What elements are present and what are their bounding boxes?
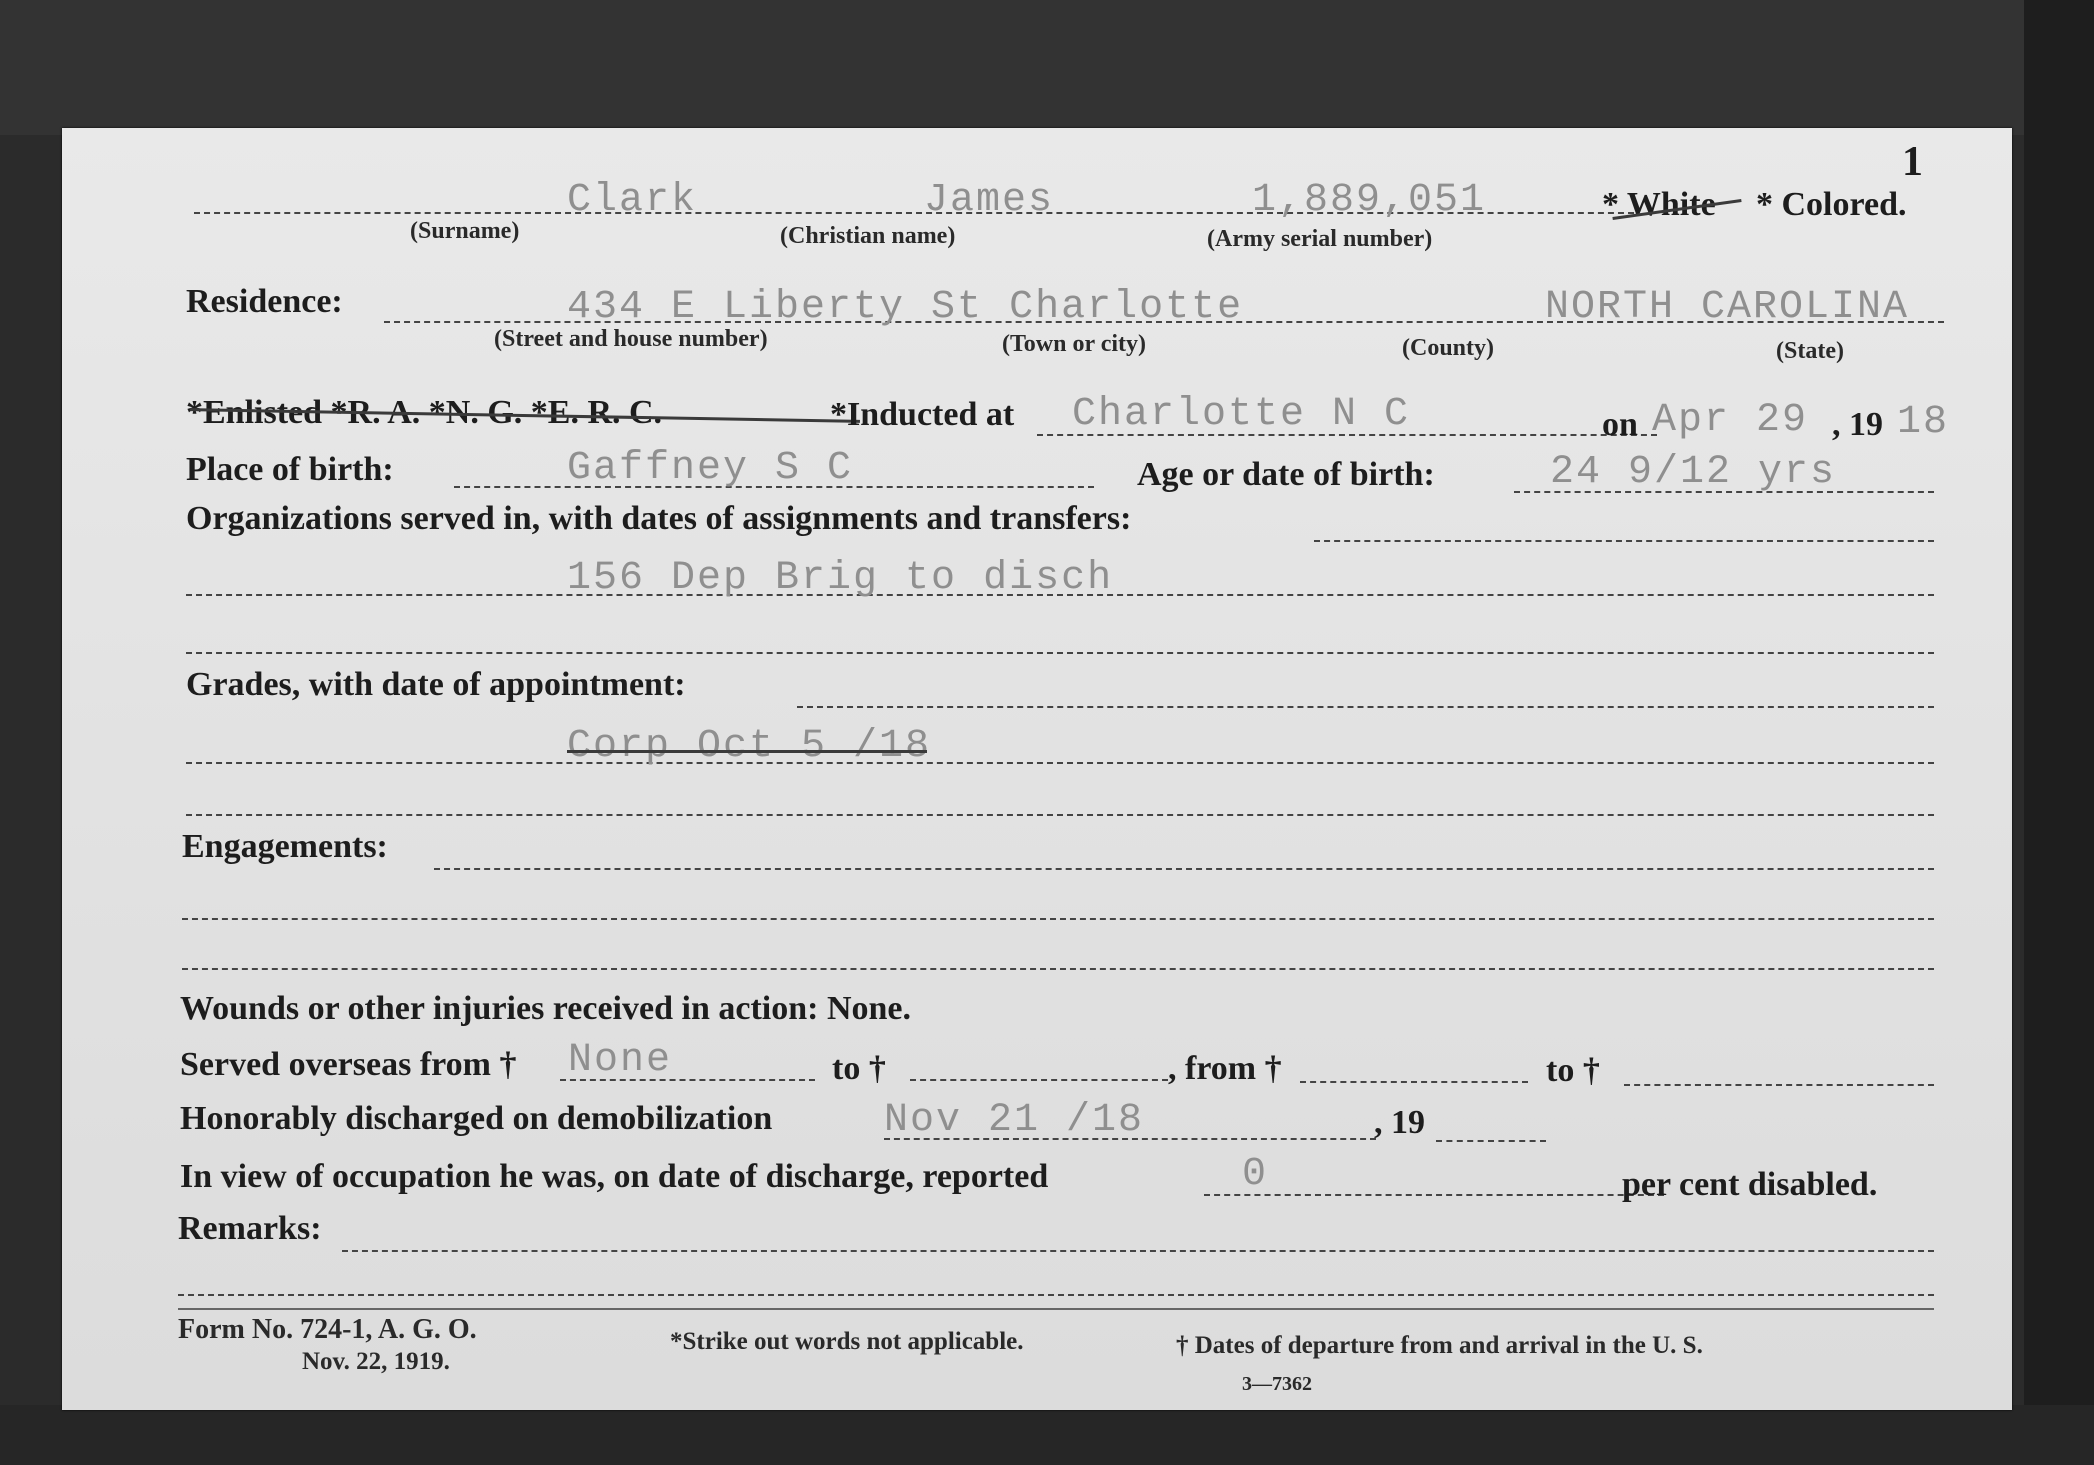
organizations-line-3	[186, 652, 1934, 654]
age-value: 24 9/12 yrs	[1550, 450, 1837, 495]
discharge-year-line	[1436, 1140, 1546, 1142]
residence-label: Residence:	[186, 283, 343, 320]
race-colored: * Colored.	[1756, 186, 1907, 223]
inducted-at-value: Charlotte N C	[1072, 392, 1411, 437]
form-date: Nov. 22, 1919.	[302, 1348, 450, 1375]
overseas-to-line	[910, 1079, 1168, 1081]
christian-name-value: James	[924, 178, 1055, 223]
print-code: 3—7362	[1242, 1373, 1312, 1395]
race-white: * White	[1602, 186, 1716, 223]
disability-suffix: per cent disabled.	[1622, 1166, 1878, 1203]
engagements-line-1	[434, 868, 1934, 870]
overseas-label: Served overseas from †	[180, 1046, 517, 1083]
organizations-line-1	[1314, 540, 1934, 542]
discharge-value: Nov 21 /18	[884, 1098, 1145, 1143]
scanner-background-bottom	[0, 1405, 2094, 1465]
residence-street-value: 434 E Liberty St Charlotte	[567, 285, 1244, 330]
residence-state-value: NORTH CAROLINA	[1545, 285, 1910, 330]
serial-number-caption: (Army serial number)	[1207, 226, 1433, 252]
street-caption: (Street and house number)	[494, 326, 768, 352]
remarks-line-2	[178, 1294, 1934, 1296]
christian-name-caption: (Christian name)	[780, 223, 956, 249]
overseas-from-value: None	[568, 1038, 673, 1083]
disability-line	[1204, 1194, 1664, 1196]
on-label: on	[1602, 406, 1638, 443]
form-number: Form No. 724-1, A. G. O.	[178, 1314, 477, 1345]
induction-date-value: Apr 29	[1652, 398, 1809, 443]
serial-number-value: 1,889,051	[1252, 178, 1487, 223]
overseas-to2-label: to †	[1546, 1052, 1600, 1089]
overseas-to-label: to †	[832, 1050, 886, 1087]
organizations-value: 156 Dep Brig to disch	[567, 556, 1114, 601]
state-caption: (State)	[1776, 338, 1844, 364]
town-caption: (Town or city)	[1002, 331, 1146, 357]
engagements-line-2	[182, 918, 1934, 920]
grades-value: Corp Oct 5 /18	[567, 724, 932, 769]
grades-line-2	[186, 762, 1934, 764]
scanner-background-top	[0, 0, 2094, 135]
wounds-label: Wounds or other injuries received in action: None.	[180, 990, 911, 1027]
overseas-from2-line	[1300, 1081, 1528, 1083]
card-number: 1	[1902, 139, 1923, 185]
grades-line-1	[797, 706, 1934, 708]
induction-year-prefix: , 19	[1832, 406, 1883, 443]
organizations-label: Organizations served in, with dates of assignments and transfers:	[186, 500, 1132, 537]
overseas-from2-label: , from †	[1168, 1050, 1282, 1087]
disability-label: In view of occupation he was, on date of discharge, reported	[180, 1158, 1049, 1195]
inducted-at-label: *Inducted at	[830, 396, 1015, 433]
discharge-year-label: , 19	[1374, 1104, 1425, 1141]
grades-strikeout	[567, 750, 927, 753]
footnote-dates: † Dates of departure from and arrival in the U. S.	[1176, 1332, 1703, 1359]
county-caption: (County)	[1402, 335, 1495, 361]
engagements-label: Engagements:	[182, 828, 388, 865]
grades-line-3	[186, 814, 1934, 816]
engagements-line-3	[182, 968, 1934, 970]
scanner-background-right	[2024, 0, 2094, 1465]
place-of-birth-label: Place of birth:	[186, 451, 394, 488]
footnote-strike: *Strike out words not applicable.	[670, 1328, 1024, 1355]
grades-label: Grades, with date of appointment:	[186, 666, 686, 703]
surname-caption: (Surname)	[410, 218, 520, 244]
service-record-card	[62, 128, 2012, 1410]
surname-value: Clark	[567, 178, 698, 223]
overseas-to2-line	[1624, 1084, 1934, 1086]
discharge-label: Honorably discharged on demobilization	[180, 1100, 773, 1137]
induction-year-value: 18	[1897, 400, 1950, 445]
place-of-birth-value: Gaffney S C	[567, 446, 854, 491]
disability-value: 0	[1242, 1152, 1269, 1197]
remarks-line-3	[178, 1308, 1934, 1310]
age-label: Age or date of birth:	[1137, 456, 1435, 493]
remarks-line-1	[342, 1250, 1934, 1252]
remarks-label: Remarks:	[178, 1210, 322, 1247]
enlisted-text: *Enlisted *R. A. *N. G. *E. R. C.	[186, 394, 663, 431]
